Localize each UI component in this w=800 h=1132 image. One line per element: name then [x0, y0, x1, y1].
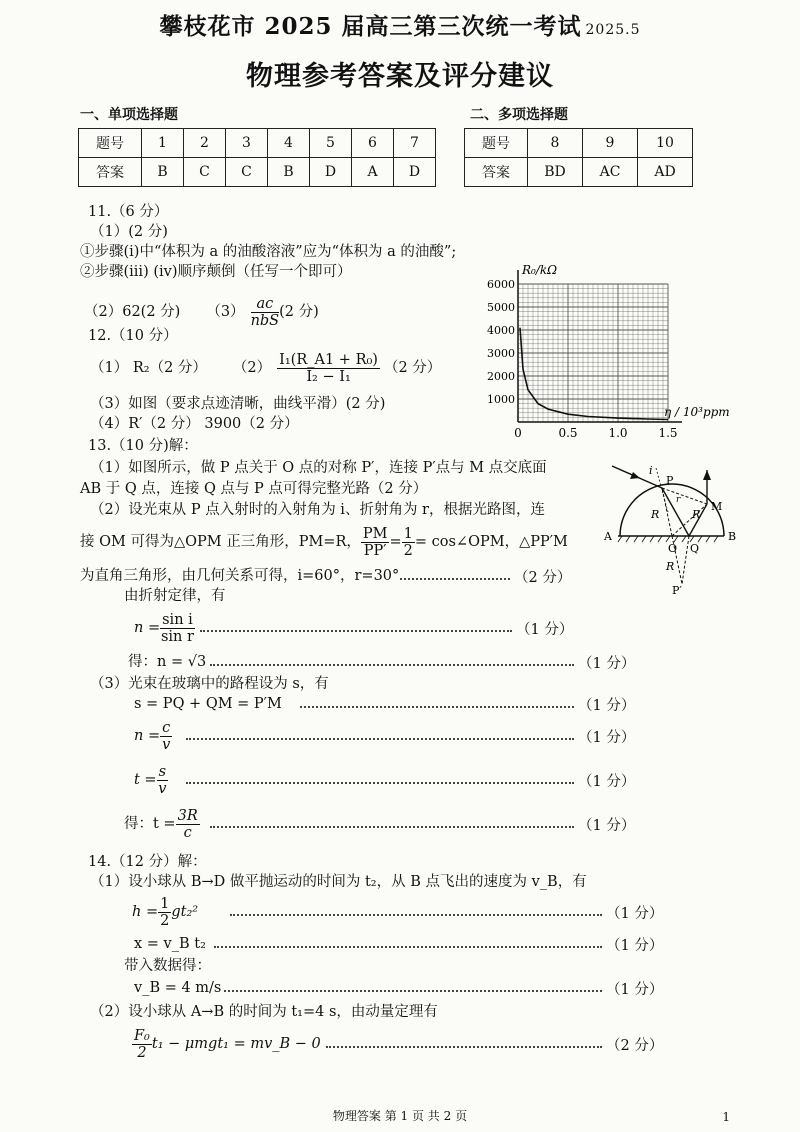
q13-line7: （3）光束在玻璃中的路程设为 s，有	[90, 676, 329, 692]
table-cell: AD	[638, 158, 693, 187]
eq-fraction	[132, 1028, 152, 1061]
label-r3: R	[666, 560, 675, 573]
table-cell: D	[310, 158, 352, 187]
label-a: A	[604, 530, 612, 543]
eq-fraction	[160, 720, 172, 753]
table-cell: 答案	[79, 158, 142, 187]
q12-line1	[90, 346, 441, 390]
denominator: 2	[160, 912, 170, 929]
single-choice-table	[78, 128, 436, 187]
x-tick-label: 1.0	[608, 426, 628, 440]
q13-line4-b: =	[389, 534, 402, 550]
table-row	[465, 129, 693, 158]
y-tick-label: 4000	[487, 324, 515, 337]
table-cell: B	[268, 158, 310, 187]
label-p: P	[666, 474, 674, 487]
denominator: I₂ − I₁	[306, 368, 351, 385]
q13-line2: AB 于 Q 点，连接 Q 点与 P 点可得完整光路（2 分）	[80, 481, 428, 497]
dot-leader	[186, 782, 574, 784]
label-r1: R	[651, 508, 660, 521]
label-r: r	[676, 495, 681, 505]
q14-eq4-score: （2 分）	[606, 1038, 664, 1054]
x-tick-label: 0	[514, 426, 522, 440]
section1-title: 一、单项选择题	[80, 107, 178, 123]
q14-eq4	[132, 1022, 321, 1066]
denominator: PP′	[363, 542, 387, 559]
eq-fraction	[158, 896, 171, 929]
table-cell: C	[226, 158, 268, 187]
q14-line2: 带入数据得：	[124, 958, 211, 974]
table-cell: 6	[352, 129, 394, 158]
label-r2: R	[692, 508, 701, 521]
q13-line5: 为直角三角形，由几何关系可得，i=60°，r=30°	[80, 568, 400, 584]
q12-line2: （3）如图（要求点迹清晰，曲线平滑）(2 分)	[90, 396, 386, 412]
chart-grid	[518, 284, 668, 422]
table-cell: 7	[394, 129, 436, 158]
q11-score: (2 分)	[279, 304, 319, 320]
exam-date: 2025.5	[585, 22, 641, 38]
q11-line2: ②步骤(iii) (iv)顺序颠倒（任写一个即可）	[80, 264, 352, 280]
denominator: c	[183, 824, 192, 841]
optics-diagram	[596, 460, 746, 598]
dot-leader	[210, 664, 574, 666]
y-ticks	[487, 278, 515, 406]
eq-fraction	[157, 764, 168, 797]
diagram-labels	[603, 464, 736, 597]
q14-eq2-score: （1 分）	[606, 938, 664, 954]
y-tick-label: 5000	[487, 301, 515, 314]
table-cell: AC	[583, 158, 638, 187]
q14-eq1	[132, 890, 198, 934]
q12-score: （2 分）	[383, 360, 442, 376]
q13-line5-score: （2 分）	[514, 570, 572, 586]
data-curve	[520, 328, 668, 420]
label-p-prime: P′	[672, 584, 682, 597]
q14-line3: （2）设小球从 A→B 的时间为 t₁=4 s，由动量定理有	[90, 1004, 438, 1020]
arrow-icon	[703, 470, 711, 480]
table-cell: 答案	[465, 158, 528, 187]
label-o: O	[668, 542, 678, 555]
dot-leader	[224, 990, 602, 992]
q13-eq2-score: （1 分）	[578, 656, 636, 672]
dot-leader	[400, 578, 510, 580]
r0-eta-chart	[480, 262, 740, 442]
numerator: PM	[362, 525, 388, 542]
q12-line3: （4）R′（2 分） 3900（2 分）	[90, 416, 299, 432]
chord-pm	[662, 488, 707, 504]
table-cell: 5	[310, 129, 352, 158]
q11-part1: （1）(2 分)	[90, 224, 168, 240]
eq-lhs: h =	[132, 904, 159, 920]
q13-line6: 由折射定律，有	[124, 588, 226, 604]
q12-part2-label: （2）	[232, 360, 272, 376]
q13-eq1	[134, 606, 195, 650]
q13-eq4-score: （1 分）	[578, 730, 636, 746]
eq-rhs: gt₂²	[171, 904, 199, 920]
y-tick-label: 2000	[487, 370, 515, 383]
q13-line4-a: 接 OM 可得为△OPM 正三角形，PM=R，	[80, 534, 361, 550]
q14-eq3-score: （1 分）	[606, 982, 664, 998]
q14-eq2: x = v_B t₂	[134, 936, 206, 952]
q12-heading: 12.（10 分）	[88, 328, 178, 344]
q11-fraction	[251, 296, 280, 329]
page-number: 1	[722, 1110, 730, 1124]
table-cell: 1	[142, 129, 184, 158]
numerator: 3R	[177, 807, 198, 824]
q13-eq5	[134, 758, 168, 802]
q13-eq5-score: （1 分）	[578, 774, 636, 790]
denominator: v	[162, 736, 171, 753]
dot-leader	[300, 706, 574, 708]
q13-eq6	[124, 802, 200, 846]
table-row	[79, 158, 436, 187]
denominator: 2	[403, 542, 413, 559]
numerator: 1	[403, 525, 413, 542]
dot-leader	[230, 914, 602, 916]
numerator: c	[162, 719, 171, 736]
dot-leader	[210, 826, 574, 828]
dot-leader	[200, 630, 512, 632]
label-m: M	[711, 500, 723, 513]
x-tick-label: 1.5	[658, 426, 678, 440]
q13-fraction-half	[402, 526, 415, 559]
numerator: ac	[251, 296, 280, 313]
q12-part1: （1） R₂（2 分）	[90, 360, 207, 376]
label-i: i	[649, 464, 653, 477]
q14-eq3: v_B = 4 m/s	[134, 980, 222, 996]
radius-om	[672, 504, 707, 536]
dot-leader	[186, 738, 574, 740]
table-cell: 2	[184, 129, 226, 158]
numerator: 1	[160, 895, 170, 912]
q13-eq4	[134, 714, 172, 758]
answer-key-title: 物理参考答案及评分建议	[246, 61, 554, 92]
table-cell: 题号	[465, 129, 528, 158]
q13-line4-c: = cos∠OPM，△PP′M	[414, 534, 568, 550]
table-cell: D	[394, 158, 436, 187]
section2-title: 二、多项选择题	[470, 107, 568, 123]
denominator: sin r	[160, 628, 194, 645]
table-cell: 3	[226, 129, 268, 158]
eq-lhs: t =	[134, 772, 157, 788]
q13-line1: （1）如图所示，做 P 点关于 O 点的对称 P′，连接 P′点与 M 点交底面	[90, 460, 547, 476]
table-cell: 8	[528, 129, 583, 158]
q13-fraction-pm	[361, 526, 390, 559]
q11-line1: ①步骤(i)中“体积为 a 的油酸溶液”应为“体积为 a 的油酸”;	[80, 244, 457, 260]
x-axis-label: η / 10³ppm	[664, 405, 730, 419]
page-footer: 物理答案 第 1 页 共 2 页	[332, 1109, 468, 1123]
eq-lhs: n =	[134, 620, 161, 636]
numerator: s	[158, 763, 167, 780]
eq-fraction	[160, 612, 195, 645]
arrow-icon	[630, 472, 640, 479]
x-tick-label: 0.5	[558, 426, 578, 440]
q12-fraction	[277, 352, 380, 385]
numerator: sin i	[162, 611, 193, 628]
table-cell: A	[352, 158, 394, 187]
table-cell: 10	[638, 129, 693, 158]
table-row	[79, 129, 436, 158]
multi-choice-table	[464, 128, 693, 187]
eq-lhs: n =	[134, 728, 161, 744]
numerator: F₀	[134, 1027, 150, 1044]
x-ticks	[514, 426, 677, 440]
numerator: I₁(R_A1 + R₀)	[279, 351, 378, 368]
exam-title	[0, 8, 800, 41]
denominator: 2	[137, 1044, 147, 1061]
eq-fraction	[176, 808, 200, 841]
dot-leader	[326, 1046, 602, 1048]
dot-leader	[214, 946, 602, 948]
denominator: v	[158, 780, 167, 797]
y-axis-label: R₀/kΩ	[522, 263, 558, 277]
q13-eq3-score: （1 分）	[578, 698, 636, 714]
line-qp-prime	[682, 536, 689, 584]
denominator: nbS	[250, 312, 280, 329]
label-b: B	[728, 530, 737, 543]
table-cell: 4	[268, 129, 310, 158]
eq-rhs: t₁ − μmgt₁ = mv_B − 0	[151, 1036, 321, 1052]
table-cell: C	[184, 158, 226, 187]
y-tick-label: 6000	[487, 278, 515, 291]
q13-eq1-score: （1 分）	[516, 622, 574, 638]
q13-line3: （2）设光束从 P 点入射时的入射角为 i、折射角为 r，根据光路图，连	[90, 502, 545, 518]
label-q: Q	[690, 542, 700, 555]
eq-lhs: 得：t =	[124, 816, 176, 832]
y-tick-label: 1000	[487, 393, 515, 406]
table-cell: B	[142, 158, 184, 187]
q11-part3-label: （3）	[206, 304, 245, 320]
q13-eq2: 得：n = √3	[128, 654, 207, 670]
table-cell: 9	[583, 129, 638, 158]
q14-heading: 14.（12 分）解：	[88, 854, 207, 870]
q13-eq3: s = PQ + QM = P′M	[134, 696, 282, 712]
table-cell: BD	[528, 158, 583, 187]
q11-heading: 11.（6 分）	[88, 204, 169, 220]
q14-eq1-score: （1 分）	[606, 906, 664, 922]
y-tick-label: 3000	[487, 347, 515, 360]
q13-line4	[80, 520, 568, 564]
table-cell: 题号	[79, 129, 142, 158]
q13-eq6-score: （1 分）	[578, 818, 636, 834]
exam-title-text: 攀枝花市 2025 届高三第三次统一考试	[159, 13, 582, 40]
table-row	[465, 158, 693, 187]
q14-line1: （1）设小球从 B→D 做平抛运动的时间为 t₂，从 B 点飞出的速度为 v_B，有	[90, 874, 587, 890]
q11-part2: （2）62(2 分)	[84, 304, 181, 320]
q13-heading: 13.（10 分)解：	[88, 438, 198, 454]
